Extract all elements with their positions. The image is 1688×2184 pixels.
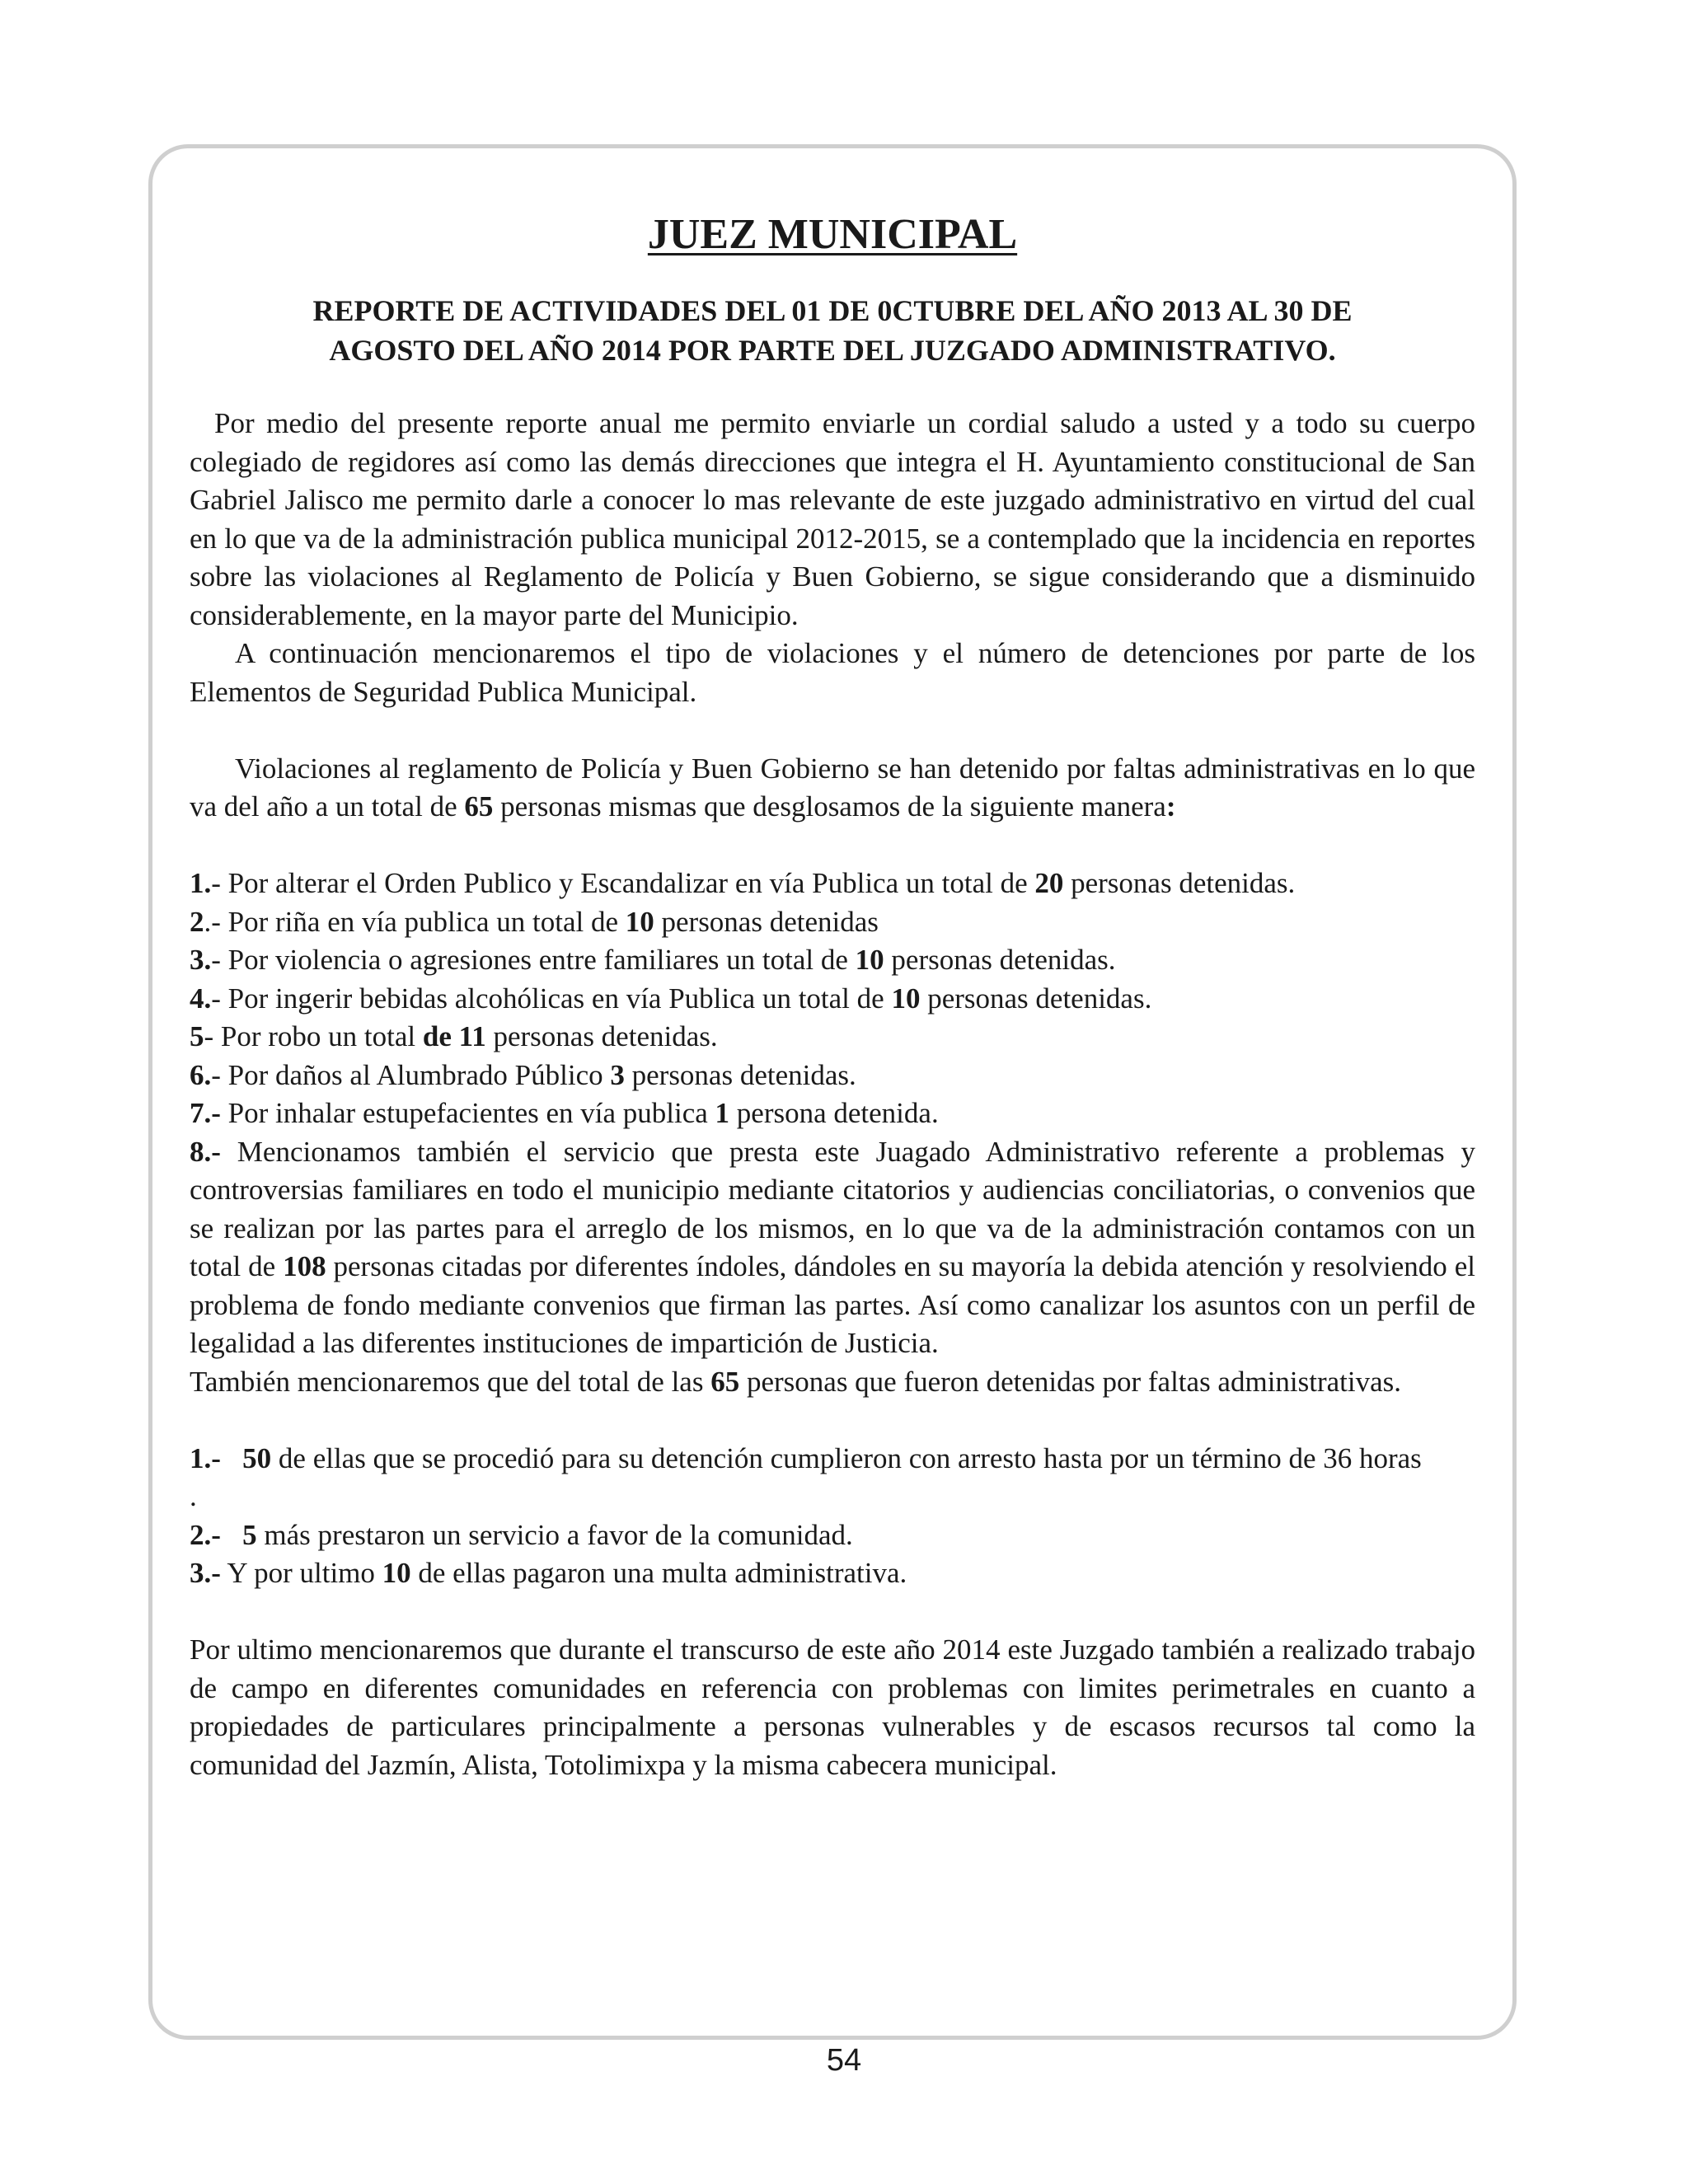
list-item-number: 3.: [190, 944, 212, 976]
subtitle-line-1: REPORTE DE ACTIVIDADES DEL 01 DE 0CTUBRE DEL AÑO 2013 AL 30 DE: [312, 294, 1353, 327]
list-item-count: 10: [855, 944, 884, 976]
outcome-number: 3.-: [190, 1557, 221, 1589]
also-paragraph: [190, 1363, 1475, 1402]
list-item: [190, 941, 1475, 980]
list-item-text: - Por ingerir bebidas alcohólicas en vía Publica un total de: [211, 982, 892, 1015]
intro-paragraph: Por medio del presente reporte anual me permito enviarle un cordial saludo a usted y a todo su cuerpo colegiado de regidores así como las demás direcciones que integra el H. Ayuntamiento constitucional de San Gabriel Jalisco me permito darle a conocer lo mas relevante de este juzgado administrativo en virtud del cual en lo que va de la administración publica municipal 2012-2015, se a contemplado que la incidencia en reportes sobre las violaciones al Reglamento de Policía y Buen Gobierno, se sigue considerando que a disminuido considerablemente, en la mayor parte del Municipio.: [190, 407, 1475, 631]
spacer: [190, 1401, 1475, 1440]
list-item-count: 1: [715, 1097, 730, 1129]
list-item-number: 5: [190, 1020, 204, 1052]
violations-intro-text-end: personas mismas que desglosamos de la siguiente manera: [493, 790, 1166, 823]
outcome-count: 50: [242, 1441, 272, 1474]
list-item-text: - Por robo un total: [204, 1020, 423, 1052]
list-item-count: de 11: [422, 1020, 486, 1052]
also-text: También mencionaremos que del total de las: [190, 1365, 711, 1398]
list-item: [190, 1018, 1475, 1057]
outcome-text: de ellas pagaron una multa administrativa.: [410, 1557, 907, 1589]
list-item-text: personas detenidas.: [884, 944, 1116, 976]
violations-intro-colon: :: [1165, 790, 1176, 823]
list-item-text: personas citadas por diferentes índoles, dándoles en su mayoría la debida atención y resolviendo el problema de fondo mediante convenios que firman las partes. Así como canalizar los asuntos con un perfil de legalidad a las diferentes instituciones de impartición de Justicia.: [190, 1250, 1475, 1359]
list-item: [190, 865, 1475, 903]
list-item-count: 108: [283, 1250, 326, 1282]
list-item: [190, 980, 1475, 1019]
violations-total: 65: [464, 790, 494, 823]
list-item-text: Por inhalar estupefacientes en vía publica: [220, 1097, 715, 1129]
outcome-item: [190, 1554, 1475, 1593]
also-text-end: personas que fueron detenidas por faltas administrativas.: [739, 1365, 1402, 1398]
list-item-text: .- Por riña en vía publica un total de: [204, 905, 626, 938]
list-item-text: - Por daños al Alumbrado Público: [211, 1058, 611, 1091]
list-item-count: 10: [625, 905, 654, 938]
outcome-item: [190, 1516, 1475, 1555]
outcome-count: 10: [382, 1557, 411, 1589]
violations-list: [190, 865, 1475, 1363]
page-title: JUEZ MUNICIPAL: [647, 211, 1018, 258]
list-item-number: 7.-: [190, 1097, 221, 1129]
outcome-text: de ellas que se procedió para su detención cumplieron con arresto hasta por un término de 36 horas: [271, 1441, 1422, 1474]
list-item-number: 2: [190, 905, 204, 938]
spacer: [190, 1593, 1475, 1632]
list-item: [190, 1057, 1475, 1095]
outcome-number: 2.-: [190, 1518, 221, 1551]
list-item: [190, 1094, 1475, 1133]
also-total: 65: [710, 1365, 740, 1398]
list-item: [190, 903, 1475, 942]
list-item-number: 8.-: [190, 1135, 221, 1168]
list-item-text: personas detenidas.: [624, 1058, 856, 1091]
spacer: [190, 827, 1475, 865]
list-item-8: [190, 1133, 1475, 1363]
spacer: [190, 711, 1475, 750]
list-item-text: Mencionamos también el servicio que presta este Juagado Administrativo referente a problemas y controversias familiares en todo el municipio mediante citatorios y audiencias conciliatorias, o convenios que se realizan por las partes para el arreglo de los mismos, en lo que va de la administración contamos con un total de: [190, 1135, 1475, 1282]
outcome-item: [190, 1440, 1475, 1479]
outcome-text: más prestaron un servicio a favor de la comunidad.: [256, 1518, 853, 1551]
list-item-number: 4.: [190, 982, 212, 1015]
list-item-text: personas detenidas.: [485, 1020, 718, 1052]
list-item-text: persona detenida.: [729, 1097, 939, 1129]
list-item-text: personas detenidas.: [920, 982, 1152, 1015]
document-body: [190, 210, 1475, 1784]
continuation-paragraph: A continuación mencionaremos el tipo de violaciones y el número de detenciones por parte de los Elementos de Seguridad Publica Municipal.: [190, 637, 1475, 708]
violations-intro-text: Violaciones al reglamento de Policía y Buen Gobierno se han detenido por faltas administrativas en lo que va del año a un total de: [190, 752, 1475, 823]
list-item-text: personas detenidas.: [1063, 867, 1296, 899]
violations-intro-paragraph: [190, 750, 1475, 827]
list-item-number: 1.: [190, 867, 212, 899]
list-item-number: 6.: [190, 1058, 212, 1091]
list-item-text: - Por violencia o agresiones entre familiares un total de: [211, 944, 856, 976]
list-item-count: 3: [610, 1058, 625, 1091]
subtitle-line-2: AGOSTO DEL AÑO 2014 POR PARTE DEL JUZGADO ADMINISTRATIVO.: [329, 334, 1336, 367]
closing-paragraph: Por ultimo mencionaremos que durante el transcurso de este año 2014 este Juzgado también a realizado trabajo de campo en diferentes comunidades en referencia con problemas con limites perimetrales en cuanto a propiedades de particulares principalmente a personas vulnerables y de escasos recursos tal como la comunidad del Jazmín, Alista, Totolimixpa y la misma cabecera municipal.: [190, 1633, 1475, 1781]
page-number: 54: [826, 2043, 862, 2078]
outcomes-list: [190, 1440, 1475, 1593]
outcome-count: 5: [242, 1518, 257, 1551]
list-item-count: 10: [891, 982, 921, 1015]
list-item-text: - Por alterar el Orden Publico y Escandalizar en vía Publica un total de: [211, 867, 1035, 899]
list-item-text: personas detenidas: [654, 905, 879, 938]
outcome-text: Y por ultimo: [220, 1557, 382, 1589]
stray-dot: .: [190, 1480, 197, 1512]
outcome-number: 1.-: [190, 1441, 221, 1474]
report-subtitle: [190, 291, 1475, 370]
list-item-count: 20: [1034, 867, 1064, 899]
